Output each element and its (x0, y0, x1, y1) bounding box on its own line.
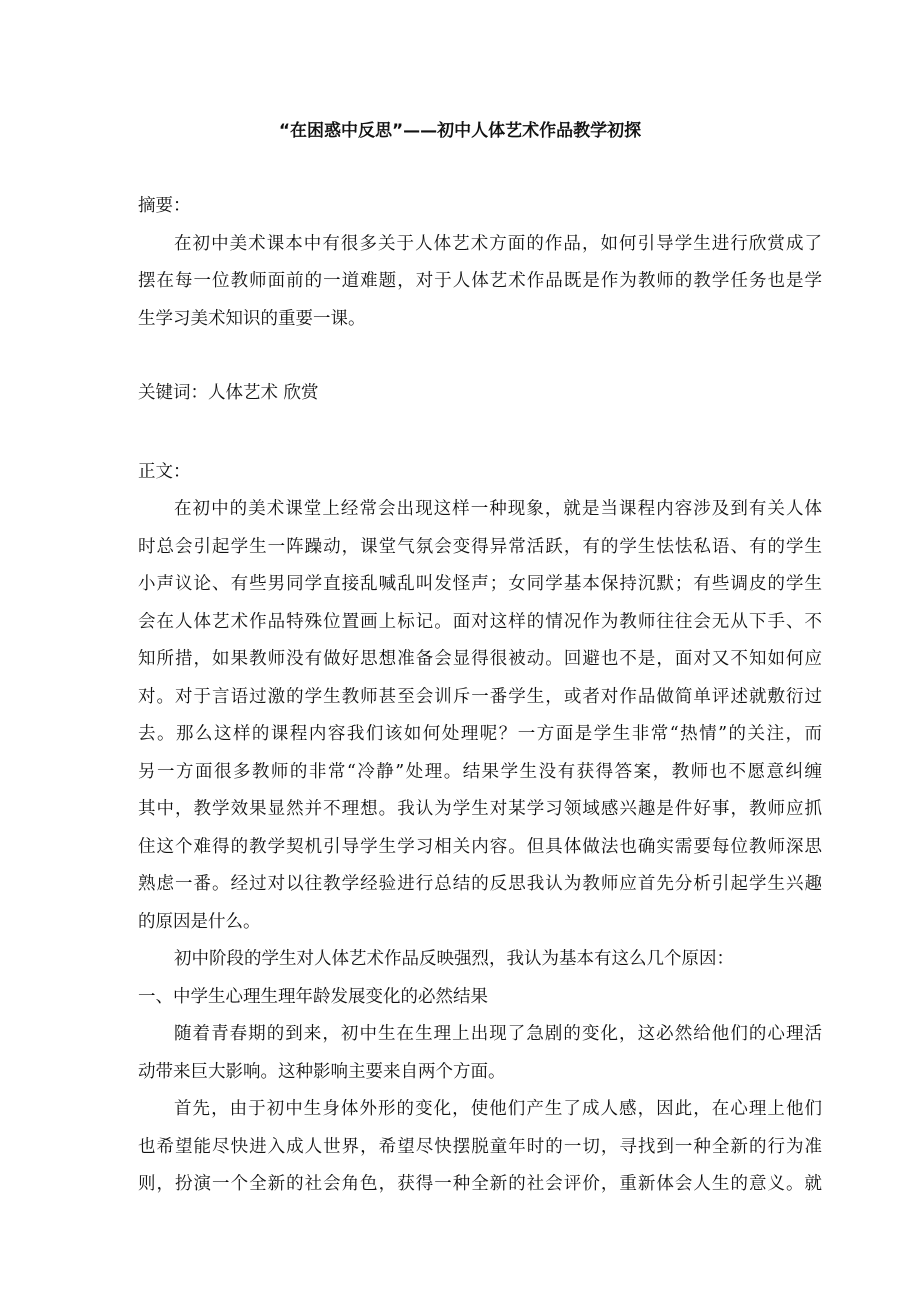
paragraph-line: 另一方面很多教师的非常“冷静”处理。结果学生没有获得答案，教师也不愿意纠缠 (138, 761, 822, 782)
paragraph-line: 的原因是什么。 (138, 911, 261, 932)
paragraph-line: 其中，教学效果显然并不理想。我认为学生对某学习领域感兴趣是件好事，教师应抓 (138, 799, 822, 819)
paragraph-line: 动带来巨大影响。这种影响主要来自两个方面。 (138, 1061, 506, 1082)
abstract-line: 摆在每一位教师面前的一道难题，对于人体艺术作品既是作为教师的教学任务也是学 (138, 271, 822, 291)
paragraph-line: 去。那么这样的课程内容我们该如何处理呢？一方面是学生非常“热情”的关注，而 (138, 724, 822, 744)
section-heading: 一、中学生心理生理年龄发展变化的必然结果 (138, 986, 488, 1007)
document-body (138, 188, 822, 1204)
paragraph-line: 随着青春期的到来，初中生在生理上出现了急剧的变化，这必然给他们的心理活 (174, 1024, 822, 1044)
paragraph-line: 小声议论、有些男同学直接乱喊乱叫发怪声；女同学基本保持沉默；有些调皮的学生 (138, 574, 822, 594)
paragraph-line: 在初中的美术课堂上经常会出现这样一种现象，就是当课程内容涉及到有关人体 (174, 499, 822, 519)
abstract-line: 在初中美术课本中有很多关于人体艺术方面的作品，如何引导学生进行欣赏成了 (174, 233, 822, 254)
paragraph-line: 对。对于言语过激的学生教师甚至会训斥一番学生，或者对作品做简单评述就敷衍过 (138, 686, 822, 707)
paragraph-line: 初中阶段的学生对人体艺术作品反映强烈，我认为基本有这么几个原因： (174, 949, 734, 969)
paragraph-line: 熟虑一番。经过对以往教学经验进行总结的反思我认为教师应首先分析引起学生兴趣 (138, 874, 822, 894)
abstract-label: 摘要： (138, 196, 191, 216)
paragraph-line: 则，扮演一个全新的社会角色，获得一种全新的社会评价，重新体会人生的意义。就 (138, 1174, 822, 1194)
paragraph-line: 也希望能尽快进入成人世界，希望尽快摆脱童年时的一切，寻找到一种全新的行为准 (138, 1136, 822, 1157)
body-label: 正文： (138, 461, 191, 482)
abstract-line: 生学习美术知识的重要一课。 (138, 308, 366, 329)
paragraph-line: 时总会引起学生一阵躁动，课堂气氛会变得异常活跃，有的学生怯怯私语、有的学生 (138, 536, 822, 557)
paragraph-line: 住这个难得的教学契机引导学生学习相关内容。但具体做法也确实需要每位教师深思 (138, 836, 822, 857)
paragraph-line: 会在人体艺术作品特殊位置画上标记。面对这样的情况作为教师往往会无从下手、不 (138, 611, 822, 632)
paragraph-line: 首先，由于初中生身体外形的变化，使他们产生了成人感，因此，在心理上他们 (174, 1099, 822, 1119)
document-title: “在困惑中反思”——初中人体艺术作品教学初探 (278, 121, 642, 141)
paragraph-line: 知所措，如果教师没有做好思想准备会显得很被动。回避也不是，面对又不知如何应 (138, 649, 822, 669)
keywords-line: 关键词：人体艺术 欣赏 (138, 383, 319, 403)
